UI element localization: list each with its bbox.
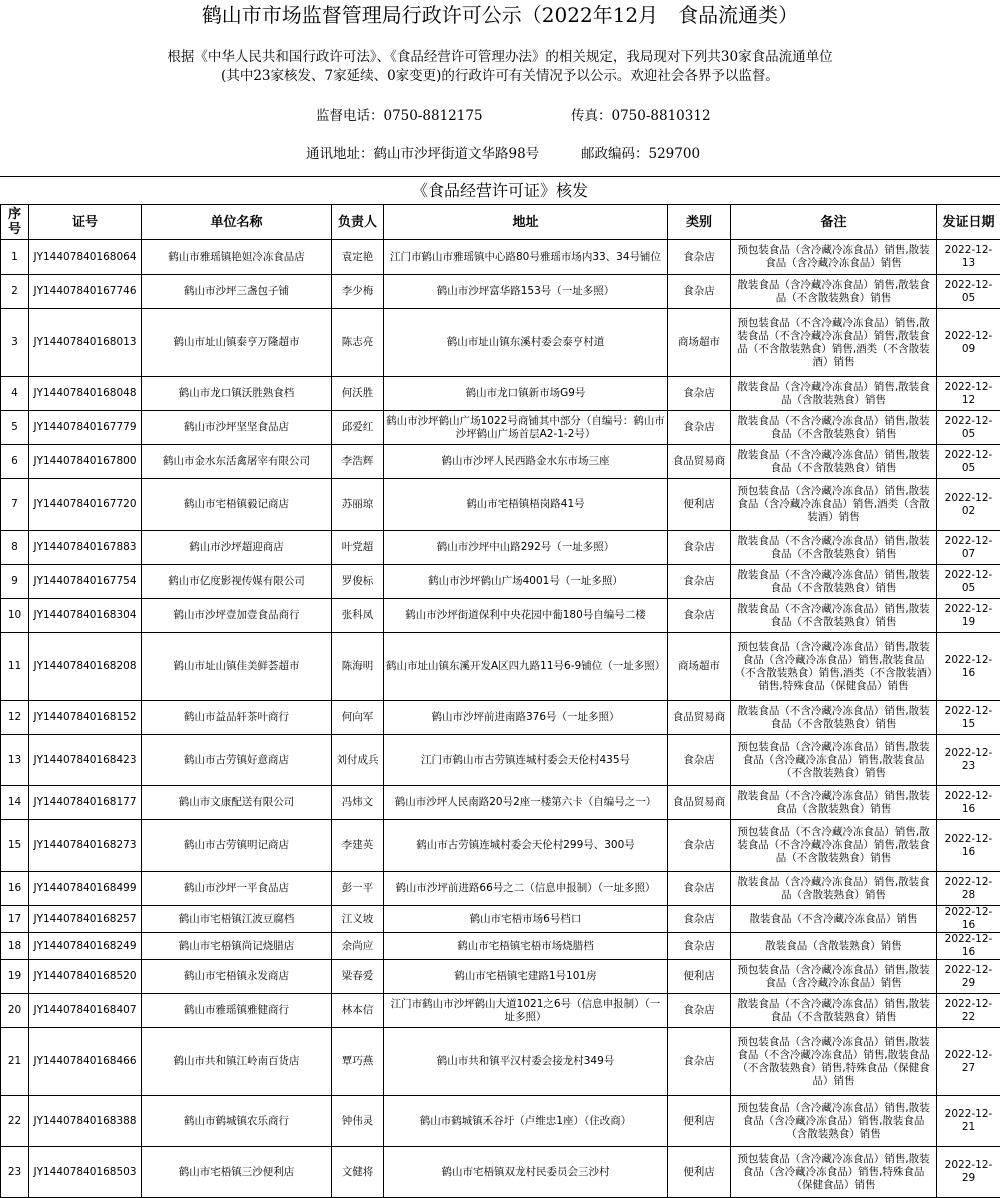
page-title: 鹤山市市场监督管理局行政许可公示（2022年12月 食品流通类） xyxy=(0,2,1000,28)
phone-text: 监督电话：0750-8812175 xyxy=(316,106,483,126)
row-number: 11 xyxy=(1,633,29,701)
row-number: 19 xyxy=(1,960,29,994)
table-row xyxy=(1,820,1000,872)
license-scope-note: 散装食品（不含冷藏冷冻食品）销售,散装食品（不含散装熟食）销售 xyxy=(731,599,937,633)
unit-name: 鹤山市古劳镇好意商店 xyxy=(142,735,332,786)
column-header: 类别 xyxy=(668,205,731,240)
issue-date: 2022-12-02 xyxy=(937,479,1000,531)
row-number: 18 xyxy=(1,933,29,960)
business-category: 食杂店 xyxy=(668,240,731,275)
business-category: 商场超市 xyxy=(668,633,731,701)
row-number: 8 xyxy=(1,531,29,565)
license-scope-note: 预包装食品（不含冷藏冷冻食品）销售,散装食品（不含冷藏冷冻食品）销售,散装食品（不含散装熟食）销售 xyxy=(731,820,937,872)
license-scope-note: 预包装食品（含冷藏冷冻食品）销售,散装食品（含冷藏冷冻食品）销售,特殊食品（保健食品）销售 xyxy=(731,1147,937,1198)
unit-address: 鹤山市沙坪人民南路20号2座一楼第六卡（自编号之一） xyxy=(384,786,668,820)
unit-address: 鹤山市宅梧镇宅梧市场烧腊档 xyxy=(384,933,668,960)
column-header: 地址 xyxy=(384,205,668,240)
license-scope-note: 散装食品（含冷藏冷冻食品）销售,散装食品（含散装熟食）销售 xyxy=(731,872,937,906)
issue-date: 2022-12-05 xyxy=(937,565,1000,599)
row-number: 4 xyxy=(1,377,29,411)
license-number: JY14407840168499 xyxy=(29,872,142,906)
issue-date: 2022-12-13 xyxy=(937,240,1000,275)
table-header-row xyxy=(1,205,1000,240)
row-number: 7 xyxy=(1,479,29,531)
intro-line-1: 根据《中华人民共和国行政许可法》、《食品经营许可管理办法》的相关规定，我局现对下列共30家食品流通单位 xyxy=(0,48,1000,67)
license-scope-note: 散装食品（不含冷藏冷冻食品）销售,散装食品（不含散装熟食）销售 xyxy=(731,994,937,1028)
business-category: 便利店 xyxy=(668,479,731,531)
unit-name: 鹤山市宅梧镇毅记商店 xyxy=(142,479,332,531)
unit-name: 鹤山市雅瑶镇雅健商行 xyxy=(142,994,332,1028)
column-header: 单位名称 xyxy=(142,205,332,240)
row-number: 13 xyxy=(1,735,29,786)
unit-address: 鹤山市沙坪鹤山广场1022号商铺其中部分（自编号：鹤山市沙坪鹤山广场首层A2-1-2号） xyxy=(384,411,668,445)
license-table xyxy=(0,204,1000,1198)
unit-name: 鹤山市宅梧镇永发商店 xyxy=(142,960,332,994)
license-scope-note: 预包装食品（含冷藏冷冻食品）销售,散装食品（含冷藏冷冻食品）销售 xyxy=(731,240,937,275)
issue-date: 2022-12-12 xyxy=(937,377,1000,411)
unit-address: 江门市鹤山市沙坪鹤山大道1021之6号（信息申报制）（一址多照） xyxy=(384,994,668,1028)
license-number: JY14407840168466 xyxy=(29,1028,142,1096)
business-category: 食杂店 xyxy=(668,565,731,599)
business-category: 食杂店 xyxy=(668,994,731,1028)
business-category: 食杂店 xyxy=(668,906,731,933)
intro-text xyxy=(0,48,1000,86)
license-number: JY14407840168273 xyxy=(29,820,142,872)
unit-address: 鹤山市沙坪人民西路金水东市场三座 xyxy=(384,445,668,479)
business-category: 食杂店 xyxy=(668,820,731,872)
issue-date: 2022-12-05 xyxy=(937,445,1000,479)
person-in-charge: 袁定艳 xyxy=(332,240,384,275)
license-number: JY14407840168208 xyxy=(29,633,142,701)
postcode-text: 邮政编码：529700 xyxy=(581,144,700,164)
unit-name: 鹤山市雅瑶镇艳妲冷冻食品店 xyxy=(142,240,332,275)
license-scope-note: 预包装食品（含冷藏冷冻食品）销售,散装食品（含冷藏冷冻食品）销售,散装食品（不含散装熟食）销售 xyxy=(731,735,937,786)
table-row xyxy=(1,1028,1000,1096)
issue-date: 2022-12-16 xyxy=(937,786,1000,820)
issue-date: 2022-12-27 xyxy=(937,1028,1000,1096)
unit-address: 江门市鹤山市古劳镇连城村委会天伦村435号 xyxy=(384,735,668,786)
unit-name: 鹤山市宅梧镇江波豆腐档 xyxy=(142,906,332,933)
license-scope-note: 预包装食品（含冷藏冷冻食品）销售,散装食品（含冷藏冷冻食品）销售,散装食品（含散装熟食）销售 xyxy=(731,1096,937,1147)
issue-date: 2022-12-23 xyxy=(937,735,1000,786)
person-in-charge: 林本信 xyxy=(332,994,384,1028)
business-category: 食品贸易商 xyxy=(668,701,731,735)
business-category: 食杂店 xyxy=(668,411,731,445)
license-scope-note: 散装食品（不含冷藏冷冻食品）销售,散装食品（不含散装熟食）销售 xyxy=(731,531,937,565)
license-number: JY14407840167754 xyxy=(29,565,142,599)
person-in-charge: 李少梅 xyxy=(332,275,384,309)
issue-date: 2022-12-16 xyxy=(937,906,1000,933)
license-scope-note: 散装食品（不含冷藏冷冻食品）销售,散装食品（不含散装熟食）销售 xyxy=(731,565,937,599)
unit-name: 鹤山市址山镇泰亨万隆超市 xyxy=(142,309,332,377)
unit-address: 鹤山市址山镇东溪村委会泰亨村道 xyxy=(384,309,668,377)
license-number: JY14407840168407 xyxy=(29,994,142,1028)
unit-address: 鹤山市沙坪前进南路376号（一址多照） xyxy=(384,701,668,735)
fax-text: 传真：0750-8810312 xyxy=(571,106,711,126)
person-in-charge: 苏丽琼 xyxy=(332,479,384,531)
table-row xyxy=(1,735,1000,786)
unit-name: 鹤山市沙坪超迎商店 xyxy=(142,531,332,565)
table-row xyxy=(1,960,1000,994)
business-category: 食杂店 xyxy=(668,599,731,633)
table-row xyxy=(1,599,1000,633)
unit-name: 鹤山市亿度影视传媒有限公司 xyxy=(142,565,332,599)
license-scope-note: 预包装食品（含冷藏冷冻食品）销售,散装食品（含冷藏冷冻食品）销售,散装食品（不含散装熟食）销售,酒类（不含散装酒）销售,特殊食品（保健食品）销售 xyxy=(731,633,937,701)
row-number: 21 xyxy=(1,1028,29,1096)
issue-date: 2022-12-15 xyxy=(937,701,1000,735)
table-row xyxy=(1,565,1000,599)
row-number: 12 xyxy=(1,701,29,735)
license-number: JY14407840168423 xyxy=(29,735,142,786)
person-in-charge: 文健将 xyxy=(332,1147,384,1198)
person-in-charge: 钟伟灵 xyxy=(332,1096,384,1147)
unit-address: 鹤山市沙坪中山路292号（一址多照） xyxy=(384,531,668,565)
business-category: 食杂店 xyxy=(668,531,731,565)
row-number: 16 xyxy=(1,872,29,906)
license-scope-note: 预包装食品（含冷藏冷冻食品）销售,散装食品（不含冷藏冷冻食品）销售,散装食品（不含散装熟食）销售,特殊食品（保健食品）销售 xyxy=(731,1028,937,1096)
license-number: JY14407840168177 xyxy=(29,786,142,820)
person-in-charge: 叶党超 xyxy=(332,531,384,565)
column-header: 备注 xyxy=(731,205,937,240)
intro-line-2: (其中23家核发、7家延续、0家变更)的行政许可有关情况予以公示。欢迎社会各界予以监督。 xyxy=(0,67,1000,86)
unit-address: 鹤山市沙坪鹤山广场4001号（一址多照） xyxy=(384,565,668,599)
issue-date: 2022-12-29 xyxy=(937,960,1000,994)
business-category: 食杂店 xyxy=(668,275,731,309)
business-category: 便利店 xyxy=(668,1147,731,1198)
license-number: JY14407840168249 xyxy=(29,933,142,960)
table-row xyxy=(1,377,1000,411)
license-number: JY14407840168257 xyxy=(29,906,142,933)
table-row xyxy=(1,872,1000,906)
column-header: 发证日期 xyxy=(937,205,1000,240)
table-row xyxy=(1,531,1000,565)
license-scope-note: 散装食品（含冷藏冷冻食品）销售,散装食品（含散装熟食）销售 xyxy=(731,377,937,411)
row-number: 15 xyxy=(1,820,29,872)
unit-name: 鹤山市文康配送有限公司 xyxy=(142,786,332,820)
person-in-charge: 余尚应 xyxy=(332,933,384,960)
license-number: JY14407840167746 xyxy=(29,275,142,309)
unit-name: 鹤山市址山镇佳美鲜荟超市 xyxy=(142,633,332,701)
row-number: 14 xyxy=(1,786,29,820)
license-number: JY14407840168388 xyxy=(29,1096,142,1147)
license-scope-note: 散装食品（含散装熟食）销售 xyxy=(731,933,937,960)
license-scope-note: 散装食品（不含冷藏冷冻食品）销售,散装食品（不含散装熟食）销售 xyxy=(731,411,937,445)
license-scope-note: 散装食品（不含冷藏冷冻食品）销售,散装食品（不含散装熟食）销售 xyxy=(731,701,937,735)
license-scope-note: 预包装食品（含冷藏冷冻食品）销售,散装食品（含冷藏冷冻食品）销售,酒类（含散装酒）销售 xyxy=(731,479,937,531)
license-scope-note: 散装食品（含冷藏冷冻食品）销售,散装食品（不含散装熟食）销售 xyxy=(731,275,937,309)
table-row xyxy=(1,240,1000,275)
unit-name: 鹤山市沙坪坚坚食品店 xyxy=(142,411,332,445)
business-category: 商场超市 xyxy=(668,309,731,377)
license-scope-note: 预包装食品（不含冷藏冷冻食品）销售,散装食品（不含冷藏冷冻食品）销售,散装食品（不含散装熟食）销售,酒类（不含散装酒）销售 xyxy=(731,309,937,377)
person-in-charge: 江义坡 xyxy=(332,906,384,933)
person-in-charge: 李浩辉 xyxy=(332,445,384,479)
issue-date: 2022-12-05 xyxy=(937,411,1000,445)
issue-date: 2022-12-16 xyxy=(937,633,1000,701)
license-number: JY14407840168304 xyxy=(29,599,142,633)
issue-date: 2022-12-16 xyxy=(937,933,1000,960)
issue-date: 2022-12-16 xyxy=(937,820,1000,872)
person-in-charge: 陈志亮 xyxy=(332,309,384,377)
table-row xyxy=(1,906,1000,933)
business-category: 食品贸易商 xyxy=(668,445,731,479)
unit-address: 江门市鹤山市雅瑶镇中心路80号雅瑶市场内33、34号铺位 xyxy=(384,240,668,275)
license-number: JY14407840168520 xyxy=(29,960,142,994)
unit-address: 鹤山市沙坪前进路66号之二（信息申报制）（一址多照） xyxy=(384,872,668,906)
table-row xyxy=(1,933,1000,960)
person-in-charge: 冯炜文 xyxy=(332,786,384,820)
row-number: 3 xyxy=(1,309,29,377)
person-in-charge: 张科凤 xyxy=(332,599,384,633)
unit-address: 鹤山市宅梧市场6号档口 xyxy=(384,906,668,933)
table-row xyxy=(1,309,1000,377)
business-category: 食杂店 xyxy=(668,933,731,960)
unit-address: 鹤山市鹤城镇禾谷圩（卢维忠1座）（住改商） xyxy=(384,1096,668,1147)
unit-address: 鹤山市址山镇东溪开发A区四九路11号6-9铺位（一址多照） xyxy=(384,633,668,701)
license-scope-note: 散装食品（不含冷藏冷冻食品）销售 xyxy=(731,906,937,933)
business-category: 便利店 xyxy=(668,960,731,994)
person-in-charge: 何沃胜 xyxy=(332,377,384,411)
row-number: 10 xyxy=(1,599,29,633)
license-number: JY14407840167720 xyxy=(29,479,142,531)
unit-address: 鹤山市宅梧镇双龙村民委员会三沙村 xyxy=(384,1147,668,1198)
unit-name: 鹤山市鹤城镇农乐商行 xyxy=(142,1096,332,1147)
issue-date: 2022-12-22 xyxy=(937,994,1000,1028)
row-number: 20 xyxy=(1,994,29,1028)
license-scope-note: 散装食品（不含冷藏冷冻食品）销售,散装食品（含散装熟食）销售 xyxy=(731,786,937,820)
person-in-charge: 刘付成兵 xyxy=(332,735,384,786)
unit-address: 鹤山市宅梧镇梧岗路41号 xyxy=(384,479,668,531)
table-row xyxy=(1,786,1000,820)
person-in-charge: 李建英 xyxy=(332,820,384,872)
business-category: 食杂店 xyxy=(668,872,731,906)
section-title: 《食品经营许可证》核发 xyxy=(0,176,1000,204)
person-in-charge: 陈海明 xyxy=(332,633,384,701)
person-in-charge: 何向军 xyxy=(332,701,384,735)
unit-address: 鹤山市古劳镇连城村委会天伦村299号、300号 xyxy=(384,820,668,872)
business-category: 食品贸易商 xyxy=(668,786,731,820)
table-row xyxy=(1,445,1000,479)
license-number: JY14407840167800 xyxy=(29,445,142,479)
business-category: 食杂店 xyxy=(668,377,731,411)
person-in-charge: 梁春爱 xyxy=(332,960,384,994)
row-number: 5 xyxy=(1,411,29,445)
issue-date: 2022-12-29 xyxy=(937,1147,1000,1198)
row-number: 6 xyxy=(1,445,29,479)
row-number: 23 xyxy=(1,1147,29,1198)
business-category: 便利店 xyxy=(668,1096,731,1147)
table-row xyxy=(1,411,1000,445)
license-number: JY14407840168048 xyxy=(29,377,142,411)
column-header: 负责人 xyxy=(332,205,384,240)
table-row xyxy=(1,994,1000,1028)
unit-name: 鹤山市龙口镇沃胜熟食档 xyxy=(142,377,332,411)
issue-date: 2022-12-05 xyxy=(937,275,1000,309)
row-number: 1 xyxy=(1,240,29,275)
unit-address: 鹤山市沙坪街道保利中央花园中葡180号自编号二楼 xyxy=(384,599,668,633)
unit-address: 鹤山市龙口镇新市场G9号 xyxy=(384,377,668,411)
table-row xyxy=(1,275,1000,309)
table-body xyxy=(1,240,1000,1198)
person-in-charge: 覃巧燕 xyxy=(332,1028,384,1096)
unit-name: 鹤山市沙坪壹加壹食品商行 xyxy=(142,599,332,633)
person-in-charge: 彭一平 xyxy=(332,872,384,906)
unit-address: 鹤山市沙坪富华路153号（一址多照） xyxy=(384,275,668,309)
unit-address: 鹤山市共和镇平汉村委会接龙村349号 xyxy=(384,1028,668,1096)
business-category: 食杂店 xyxy=(668,735,731,786)
table-row xyxy=(1,1096,1000,1147)
unit-address: 鹤山市宅梧镇宅建路1号101房 xyxy=(384,960,668,994)
address-text: 通讯地址：鹤山市沙坪街道文华路98号 xyxy=(306,144,539,164)
license-scope-note: 预包装食品（含冷藏冷冻食品）销售,散装食品（含冷藏冷冻食品）销售 xyxy=(731,960,937,994)
license-number: JY14407840168013 xyxy=(29,309,142,377)
issue-date: 2022-12-21 xyxy=(937,1096,1000,1147)
issue-date: 2022-12-19 xyxy=(937,599,1000,633)
license-number: JY14407840168503 xyxy=(29,1147,142,1198)
table-row xyxy=(1,701,1000,735)
unit-name: 鹤山市古劳镇明记商店 xyxy=(142,820,332,872)
column-header: 证号 xyxy=(29,205,142,240)
row-number: 22 xyxy=(1,1096,29,1147)
unit-name: 鹤山市宅梧镇尚记烧腊店 xyxy=(142,933,332,960)
unit-name: 鹤山市沙坪一平食品店 xyxy=(142,872,332,906)
issue-date: 2022-12-09 xyxy=(937,309,1000,377)
person-in-charge: 罗俊标 xyxy=(332,565,384,599)
table-row xyxy=(1,479,1000,531)
business-category: 食杂店 xyxy=(668,1028,731,1096)
license-scope-note: 散装食品（不含冷藏冷冻食品）销售,散装食品（不含散装熟食）销售 xyxy=(731,445,937,479)
row-number: 17 xyxy=(1,906,29,933)
column-header: 序号 xyxy=(1,205,29,240)
unit-name: 鹤山市益品轩茶叶商行 xyxy=(142,701,332,735)
issue-date: 2022-12-07 xyxy=(937,531,1000,565)
row-number: 2 xyxy=(1,275,29,309)
unit-name: 鹤山市沙坪三盏包子铺 xyxy=(142,275,332,309)
license-number: JY14407840167883 xyxy=(29,531,142,565)
issue-date: 2022-12-28 xyxy=(937,872,1000,906)
unit-name: 鹤山市金水东活禽屠宰有限公司 xyxy=(142,445,332,479)
table-row xyxy=(1,633,1000,701)
person-in-charge: 邱爱红 xyxy=(332,411,384,445)
license-number: JY14407840168064 xyxy=(29,240,142,275)
unit-name: 鹤山市宅梧镇三沙便利店 xyxy=(142,1147,332,1198)
row-number: 9 xyxy=(1,565,29,599)
license-number: JY14407840168152 xyxy=(29,701,142,735)
unit-name: 鹤山市共和镇江岭南百货店 xyxy=(142,1028,332,1096)
table-row xyxy=(1,1147,1000,1198)
license-number: JY14407840167779 xyxy=(29,411,142,445)
